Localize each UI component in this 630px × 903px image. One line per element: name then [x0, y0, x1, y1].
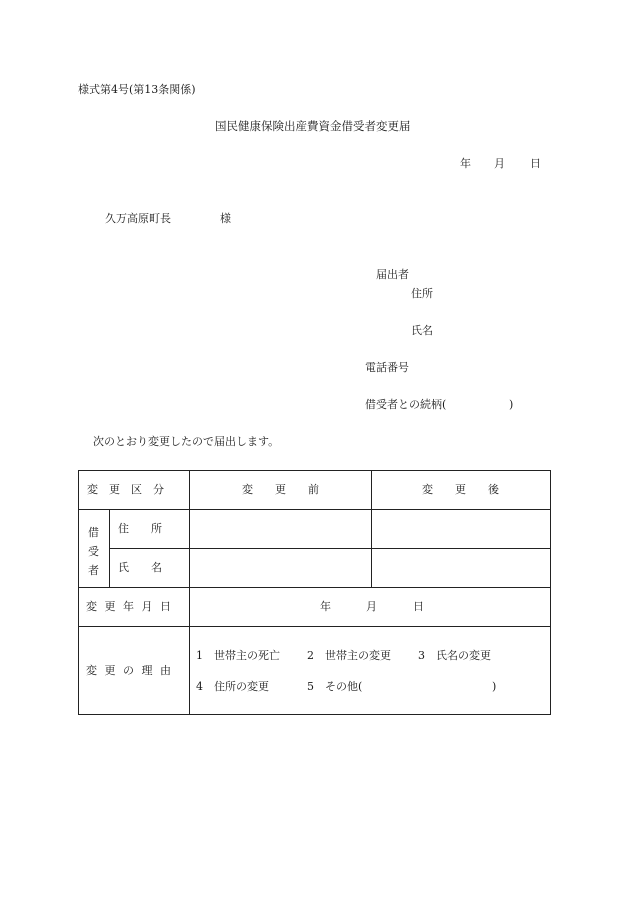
row-divider [79, 509, 550, 510]
page-title: 国民健康保険出産費資金借受者変更届 [215, 119, 411, 133]
applicant-relation-close: ) [509, 398, 514, 411]
date-year: 年 [460, 157, 471, 170]
reason-option: 1 世帯主の死亡 [196, 649, 280, 662]
date-day: 日 [530, 157, 541, 170]
row-name-label: 氏 名 [118, 561, 162, 574]
row-divider [79, 626, 550, 627]
row-reason-label: 変 更 の 理 由 [86, 664, 171, 677]
addressee-honorific: 様 [220, 212, 231, 225]
borrower-label: 借受者 [88, 526, 99, 577]
column-divider [371, 471, 372, 588]
change-date-month: 月 [366, 600, 377, 613]
change-date-year: 年 [320, 600, 331, 613]
reason-option: 2 世帯主の変更 [307, 649, 391, 662]
applicant-phone-label: 電話番号 [365, 361, 409, 374]
reason-option: 4 住所の変更 [196, 680, 269, 693]
column-divider [109, 509, 110, 588]
reason-option: 3 氏名の変更 [418, 649, 491, 662]
reason-other-close: ) [492, 680, 497, 693]
applicant-address-label: 住所 [411, 287, 433, 300]
applicant-header: 届出者 [376, 268, 409, 281]
statement: 次のとおり変更したので届出します。 [93, 435, 280, 448]
reason-option: 5 その他( [307, 680, 363, 693]
date-month: 月 [494, 157, 505, 170]
row-date-label: 変 更 年 月 日 [86, 600, 171, 613]
change-table [78, 470, 551, 715]
header-before: 変 更 前 [242, 483, 319, 496]
change-date-day: 日 [413, 600, 424, 613]
applicant-relation-label: 借受者との続柄( [365, 398, 447, 411]
header-category: 変 更 区 分 [87, 483, 164, 496]
row-divider [79, 587, 550, 588]
row-divider [109, 548, 550, 549]
row-address-label: 住 所 [118, 522, 162, 535]
form-number: 様式第4号(第13条関係) [78, 83, 196, 96]
applicant-name-label: 氏名 [411, 324, 433, 337]
header-after: 変 更 後 [422, 483, 499, 496]
addressee-mayor: 久万高原町長 [105, 212, 171, 225]
column-divider [189, 471, 190, 714]
